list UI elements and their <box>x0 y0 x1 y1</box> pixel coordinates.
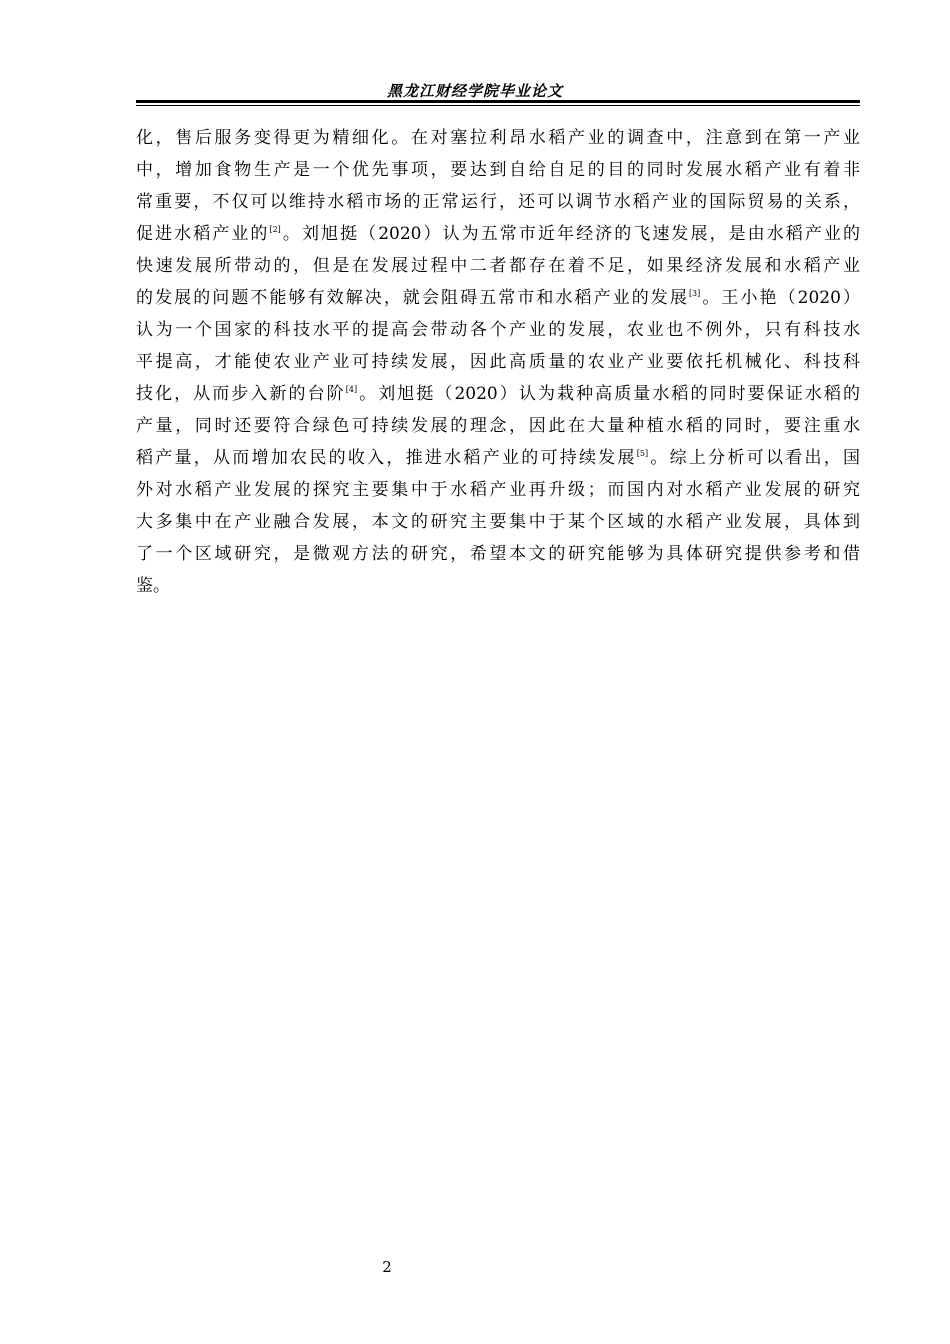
paragraph-line <box>136 378 860 410</box>
paragraph-line <box>136 250 860 282</box>
paragraph-line <box>136 314 860 346</box>
line-text: 常重要，不仅可以维持水稻市场的正常运行，还可以调节水稻产业的国际贸易的关系， <box>136 192 860 212</box>
line-text: 的发展的问题不能够有效解决，就会阻碍五常市和水稻产业的发展 <box>136 288 689 308</box>
line-text: 了一个区域研究，是微观方法的研究，希望本文的研究能够为具体研究提供参考和借 <box>136 544 860 564</box>
header-rule-thin <box>136 105 860 106</box>
line-text: 中，增加食物生产是一个优先事项，要达到自给自足的目的同时发展水稻产业有着非 <box>136 160 860 180</box>
line-text: 稻产量，从而增加农民的收入，推进水稻产业的可持续发展 <box>136 448 637 468</box>
line-text: 。刘旭挺（2020）认为五常市近年经济的飞速发展，是由水稻产业的 <box>280 224 861 244</box>
paragraph-line <box>136 474 860 506</box>
line-text: 。王小艳（2020） <box>700 288 861 308</box>
citation-2: [2] <box>269 225 281 234</box>
citation-4: [4] <box>345 385 358 394</box>
line-text: 化，售后服务变得更为精细化。在对塞拉利昂水稻产业的调查中，注意到在第一产业 <box>136 128 860 148</box>
paragraph-line <box>136 538 860 570</box>
line-text: 。刘旭挺（2020）认为栽种高质量水稻的同时要保证水稻的 <box>357 384 861 404</box>
paragraph-line <box>136 410 860 442</box>
line-text: 快速发展所带动的，但是在发展过程中二者都存在着不足，如果经济发展和水稻产业 <box>136 256 860 276</box>
body-paragraph <box>136 122 860 602</box>
line-text: 产量，同时还要符合绿色可持续发展的理念，因此在大量种植水稻的同时，要注重水 <box>136 416 860 436</box>
line-text: 技化，从而步入新的台阶 <box>136 384 346 404</box>
line-text: 外对水稻产业发展的探究主要集中于水稻产业再升级；而国内对水稻产业发展的研究 <box>136 480 860 500</box>
paragraph-line <box>136 122 860 154</box>
paragraph-line <box>136 218 860 250</box>
line-text: 鉴。 <box>136 576 170 596</box>
paragraph-line <box>136 346 860 378</box>
header-title: 黑龙江财经学院毕业论文 <box>386 82 563 100</box>
header-rule-thick <box>136 100 860 103</box>
line-text: 平提高，才能使农业产业可持续发展，因此高质量的农业产业要依托机械化、科技科 <box>136 352 860 372</box>
citation-3: [3] <box>688 289 701 298</box>
line-text: 认为一个国家的科技水平的提高会带动各个产业的发展，农业也不例外，只有科技水 <box>136 320 860 340</box>
paragraph-line <box>136 154 860 186</box>
line-text: 促进水稻产业的 <box>136 224 270 244</box>
paragraph-line <box>136 186 860 218</box>
line-text: 大多集中在产业融合发展，本文的研究主要集中于某个区域的水稻产业发展，具体到 <box>136 512 860 532</box>
citation-5: [5] <box>636 449 649 458</box>
paragraph-line <box>136 282 860 314</box>
paragraph-line <box>136 506 860 538</box>
line-text: 。综上分析可以看出，国 <box>648 448 861 468</box>
paragraph-line <box>136 570 860 602</box>
page-number: 2 <box>382 1258 392 1276</box>
paragraph-line <box>136 442 860 474</box>
